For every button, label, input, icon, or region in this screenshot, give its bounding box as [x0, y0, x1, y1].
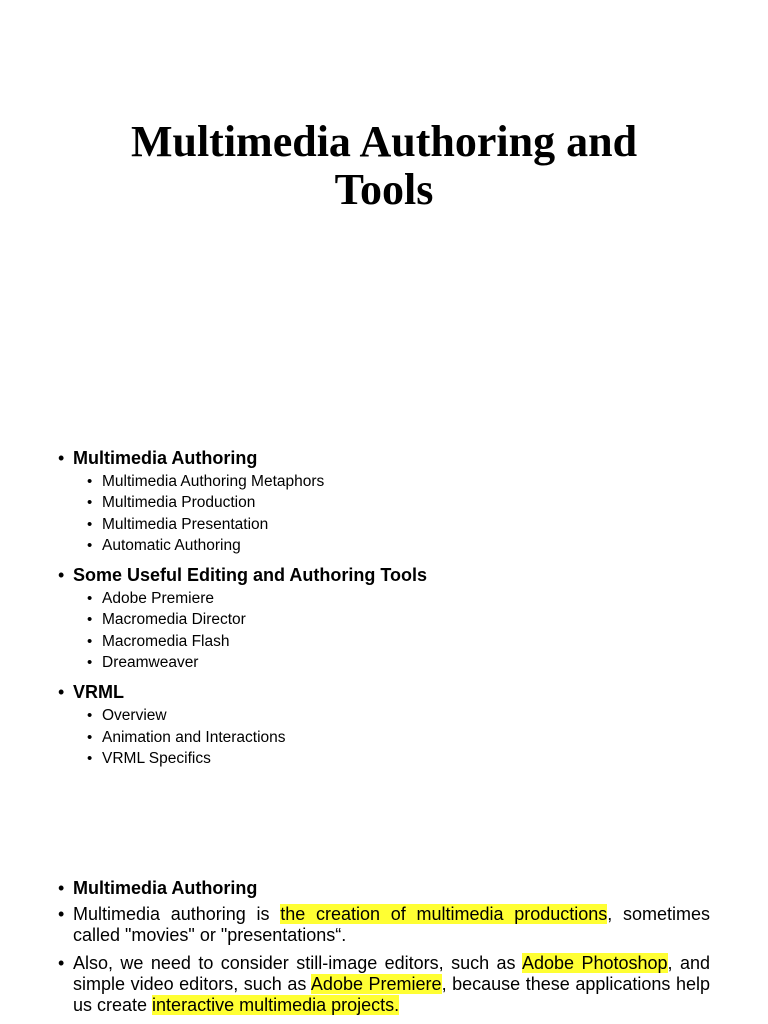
sub-item	[85, 514, 734, 535]
bullet: •	[87, 473, 93, 490]
section-heading	[54, 562, 734, 588]
highlight: Adobe Premiere	[310, 974, 442, 994]
text-run: , because these applications help us create	[73, 974, 710, 1015]
sub-item-text: Multimedia Presentation	[102, 515, 269, 533]
sub-item	[85, 535, 734, 556]
bullet: •	[58, 878, 65, 898]
sub-list	[54, 588, 734, 673]
bullet: •	[87, 536, 93, 554]
sub-list	[54, 471, 734, 556]
detail-paragraph-1	[54, 904, 710, 946]
bullet: •	[58, 682, 65, 703]
section-heading-text: Some Useful Editing and Authoring Tools	[73, 565, 427, 586]
sub-list	[54, 705, 734, 769]
sub-item-text: Multimedia Authoring Metaphors	[102, 473, 325, 490]
bullet: •	[58, 565, 65, 586]
detail-list	[54, 876, 710, 1023]
detail-heading-text: Multimedia Authoring	[73, 878, 258, 898]
section-heading	[54, 445, 734, 471]
bullet: •	[87, 728, 93, 746]
bullet: •	[87, 494, 93, 512]
slide-title	[40, 118, 728, 214]
sub-item-text: Multimedia Production	[102, 494, 256, 512]
bullet: •	[58, 904, 65, 924]
sub-item	[85, 471, 734, 492]
sub-item	[85, 652, 734, 673]
bullet: •	[87, 611, 93, 629]
bullet: •	[87, 632, 93, 650]
text-run: Multimedia authoring is	[73, 904, 281, 924]
sub-item	[85, 631, 734, 652]
sub-item-text: Animation and Interactions	[102, 728, 286, 746]
text-run: , and simple video editors, such as	[73, 953, 710, 994]
bullet: •	[87, 707, 93, 725]
sub-item	[85, 588, 734, 609]
sub-item-text: Macromedia Flash	[102, 632, 230, 650]
bullet: •	[58, 448, 65, 468]
title-line-2: Tools	[334, 165, 434, 214]
sub-item-text: Macromedia Director	[102, 611, 246, 629]
sub-item-text: Dreamweaver	[102, 654, 199, 672]
bullet: •	[87, 590, 93, 608]
outline-section	[54, 445, 734, 556]
detail-paragraph-2	[54, 953, 710, 1016]
sub-item-text: Automatic Authoring	[102, 536, 241, 554]
text-run: Also, we need to consider still-image editors, such as	[73, 953, 522, 973]
sub-item	[85, 748, 734, 769]
bullet: •	[58, 953, 65, 973]
section-heading-text: Multimedia Authoring	[73, 448, 258, 468]
highlight: interactive multimedia projects.	[152, 995, 400, 1015]
detail-heading	[54, 876, 710, 900]
bullet: •	[87, 654, 93, 672]
sub-item-text: Adobe Premiere	[102, 590, 215, 608]
title-line-1: Multimedia Authoring and	[130, 117, 638, 166]
sub-item	[85, 727, 734, 748]
sub-item	[85, 609, 734, 630]
outline-list	[54, 445, 734, 775]
highlight: Adobe Photoshop	[521, 953, 668, 973]
sub-item	[85, 705, 734, 726]
highlight: the creation of multimedia productions	[280, 904, 608, 924]
outline-section	[54, 679, 734, 769]
sub-item-text: Overview	[102, 707, 167, 725]
text-run: , sometimes called "movies" or "presentations“.	[73, 904, 710, 945]
section-heading-text: VRML	[73, 682, 124, 703]
sub-item	[85, 492, 734, 513]
sub-item-text: VRML Specifics	[102, 749, 211, 767]
bullet: •	[87, 515, 93, 533]
outline-section	[54, 562, 734, 673]
bullet: •	[87, 749, 93, 767]
section-heading	[54, 679, 734, 705]
